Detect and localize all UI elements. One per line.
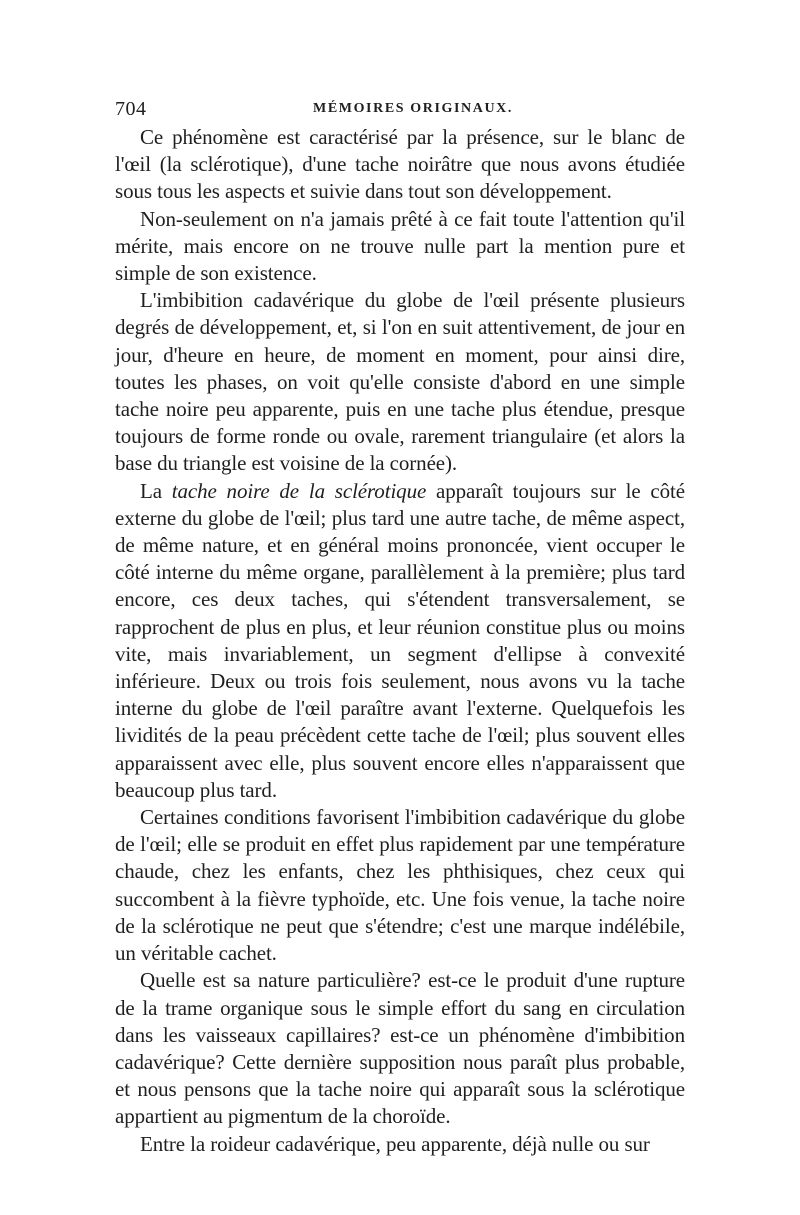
body-text bbox=[115, 124, 685, 1158]
paragraph bbox=[115, 478, 685, 804]
italic-term: tache noire de la sclérotique bbox=[171, 478, 427, 503]
paragraph: Certaines conditions favorisent l'imbibition cadavérique du globe de l'œil; elle se produit en effet plus rapidement par une température chaude, chez les enfants, chez les phthisiques, chez ceux qui succombent à la fièvre typhoïde, etc. Une fois venue, la tache noire de la sclérotique ne peut que s'étendre; c'est une marque indélébile, un véritable cachet. bbox=[115, 805, 685, 966]
paragraph: Entre la roideur cadavérique, peu apparente, déjà nulle ou sur bbox=[140, 1131, 650, 1156]
running-head: MÉMOIRES ORIGINAUX. bbox=[313, 101, 513, 116]
paragraph: Ce phénomène est caractérisé par la présence, sur le blanc de l'œil (la sclérotique), d'une tache noirâtre que nous avons étudiée sous tous les aspects et suivie dans tout son développement. bbox=[115, 125, 685, 204]
page-number: 704 bbox=[115, 98, 147, 120]
paragraph-rest: apparaît toujours sur le côté externe du globe de l'œil; plus tard une autre tache, de même aspect, de même nature, et en général moins prononcée, vient occuper le côté interne du même organe, parallèlement à la première; plus tard encore, ces deux taches, qui s'étendent transversalement, se rapprochent de plus en plus, et leur réunion constitue plus ou moins vite, mais invariablement, un segment d'ellipse à convexité inférieure. Deux ou trois fois seulement, nous avons vu la tache interne du globe de l'œil paraître avant l'externe. Quelquefois les lividités de la peau précèdent cette tache de l'œil; plus souvent elles apparaissent avec elle, plus souvent encore elles n'apparaissent que beaucoup plus tard. bbox=[115, 478, 685, 802]
paragraph-lead: La bbox=[140, 478, 172, 503]
paragraph: Quelle est sa nature particulière? est-ce le produit d'une rupture de la trame organique sous le simple effort du sang en circulation dans les vaisseaux capillaires? est-ce un phénomène d'imbibition cadavérique? Cette dernière supposition nous paraît plus probable, et nous pensons que la tache noire qui apparaît sous la sclérotique appartient au pigmentum de la choroïde. bbox=[115, 968, 685, 1129]
paragraph: Non-seulement on n'a jamais prêté à ce fait toute l'attention qu'il mérite, mais encore on ne trouve nulle part la mention pure et simple de son existence. bbox=[115, 206, 685, 286]
page-header bbox=[115, 98, 685, 122]
paragraph: L'imbibition cadavérique du globe de l'œil présente plusieurs degrés de développement, et, si l'on en suit attentivement, de jour en jour, d'heure en heure, de moment en moment, pour ainsi dire, toutes les phases, on voit qu'elle consiste d'abord en une simple tache noire peu apparente, puis en une tache plus étendue, presque toujours de forme ronde ou ovale, rarement triangulaire (et alors la base du triangle est voisine de la cornée). bbox=[115, 288, 685, 476]
